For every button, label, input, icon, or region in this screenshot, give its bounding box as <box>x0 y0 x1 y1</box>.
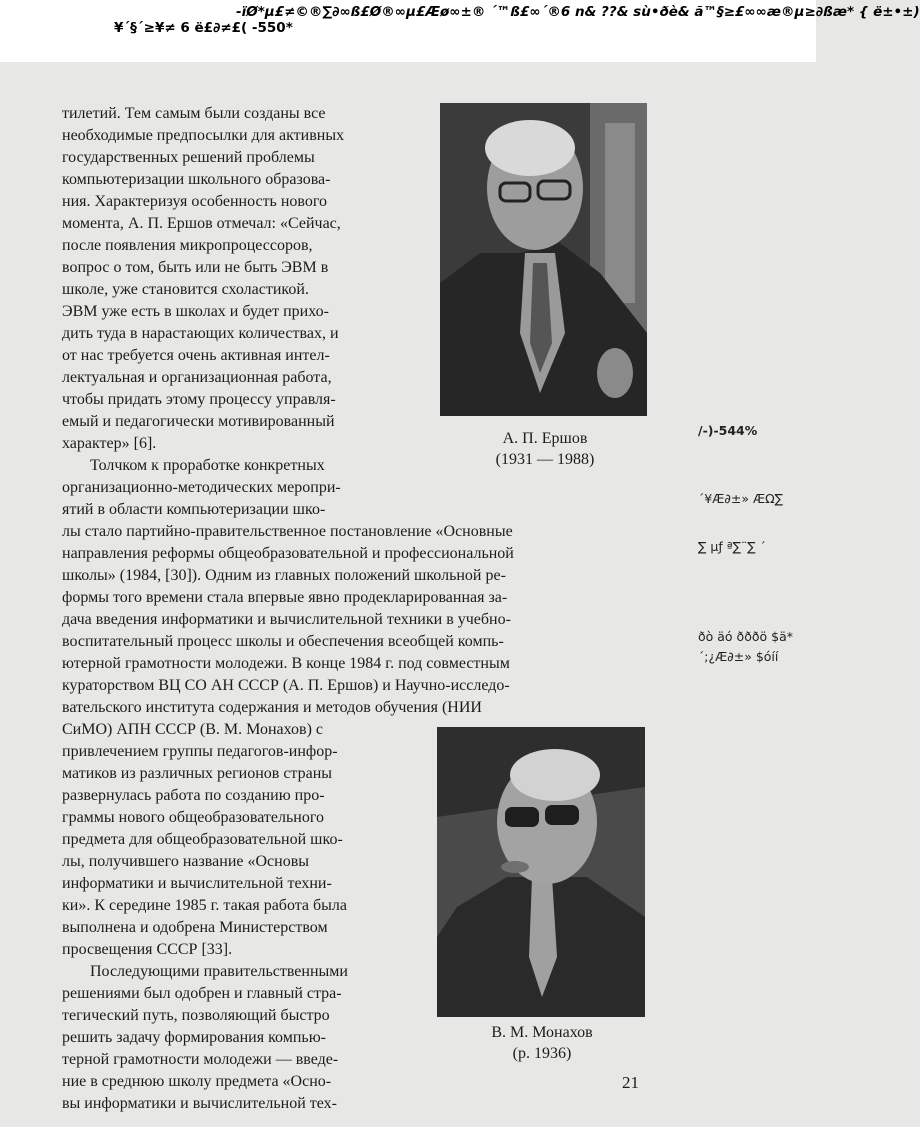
text-line: лектуальная и организационная работа, <box>62 369 332 386</box>
text-line: вопрос о том, быть или не быть ЭВМ в <box>62 259 329 276</box>
text-line: дить туда в нарастающих количествах, и <box>62 325 339 342</box>
text-line: кураторством ВЦ СО АН СССР (А. П. Ершов) и Научно-исследо- <box>62 677 510 694</box>
garbled-header-line-2: ¥´§´≥¥≠ 6 ë£∂≠£( -550* <box>114 20 293 36</box>
text-line: ки». К середине 1985 г. такая работа была <box>62 897 347 914</box>
portrait-illustration <box>440 103 647 416</box>
side-fragment-2: ´¥Æ∂±» ÆΩ∑ <box>698 491 784 506</box>
text-line: Последующими правительственными <box>90 963 348 980</box>
text-line: компьютеризации школьного образова- <box>62 171 331 188</box>
text-line: информатики и вычислительной техни- <box>62 875 332 892</box>
text-line: ние в среднюю школу предмета «Осно- <box>62 1073 332 1090</box>
text-line: тегический путь, позволяющий быстро <box>62 1007 330 1024</box>
text-line: ния. Характеризуя особенность нового <box>62 193 328 210</box>
text-line: предмета для общеобразовательной шко- <box>62 831 343 848</box>
text-line: выполнена и одобрена Министерством <box>62 919 328 936</box>
text-line: чтобы придать этому процессу управля- <box>62 391 336 408</box>
text-line: привлечением группы педагогов-инфор- <box>62 743 338 760</box>
text-line: государственных решений проблемы <box>62 149 315 166</box>
side-fragment-3: ∑ µƒ ª∑¨∑ ´ <box>698 539 766 554</box>
text-line: лы, получившего название «Основы <box>62 853 309 870</box>
text-line: решить задачу формирования компью- <box>62 1029 327 1046</box>
caption-name-1: А. П. Ершов <box>502 430 588 447</box>
text-line: школе, уже становится схоластикой. <box>62 281 309 298</box>
caption-name-2: В. М. Монахов <box>491 1024 593 1041</box>
text-line: от нас требуется очень активная интел- <box>62 347 330 364</box>
portrait-photo-monakhov <box>437 727 645 1017</box>
text-line: СиМО) АПН СССР (В. М. Монахов) с <box>62 721 324 738</box>
text-line: ятий в области компьютеризации шко- <box>62 501 326 518</box>
text-line: граммы нового общеобразовательного <box>62 809 324 826</box>
side-fragment-5: ´;¿Æ∂±» $óíí <box>698 649 779 664</box>
side-fragment-4: ðò äó ðððö $ä* <box>698 629 793 644</box>
text-line: ютерной грамотности молодежи. В конце 1984 г. под совместным <box>62 655 510 672</box>
text-line: после появления микропроцессоров, <box>62 237 313 254</box>
page-number: 21 <box>622 1073 639 1092</box>
side-fragment-1: /-)-544% <box>698 423 758 438</box>
portrait-photo-ershov <box>440 103 647 416</box>
text-line: направления реформы общеобразовательной и профессиональной <box>62 545 514 562</box>
text-line: школы» (1984, [30]). Одним из главных положений школьной ре- <box>62 567 506 584</box>
text-line: организационно-методических меропри- <box>62 479 341 496</box>
text-line: матиков из различных регионов страны <box>62 765 333 782</box>
text-line: формы того времени стала впервые явно продекларированная за- <box>62 589 508 606</box>
text-line: вы информатики и вычислительной тех- <box>62 1095 337 1112</box>
text-line: дача введения информатики и вычислительной техники в учебно- <box>62 611 511 628</box>
text-line: решениями был одобрен и главный стра- <box>62 985 342 1002</box>
text-line: лы стало партийно-правительственное постановление «Основные <box>62 523 513 540</box>
text-line: характер» [6]. <box>62 435 157 452</box>
caption-years-2: (р. 1936) <box>512 1045 572 1062</box>
portrait-illustration <box>437 727 645 1017</box>
text-line: Толчком к проработке конкретных <box>90 457 325 474</box>
text-line: вательского института содержания и методов обучения (НИИ <box>62 699 482 716</box>
text-line: емый и педагогически мотивированный <box>62 413 335 430</box>
text-line: ЭВМ уже есть в школах и будет прихо- <box>62 303 329 320</box>
garbled-header-line-1: -ïØ*µ£≠©®∑∂∞ß£Ø®∞µ£Æø∞±® ´™ß£∞´®6 n& ??& sù•ðè& ã™§≥£∞∞æ®µ≥∂ßæ* { ë±•±) <box>236 4 920 20</box>
text-line: просвещения СССР [33]. <box>62 941 233 958</box>
text-line: момента, А. П. Ершов отмечал: «Сейчас, <box>62 215 341 232</box>
text-line: развернулась работа по созданию про- <box>62 787 325 804</box>
text-line: тилетий. Тем самым были созданы все <box>62 105 326 122</box>
text-line: необходимые предпосылки для активных <box>62 127 345 144</box>
text-line: терной грамотности молодежи — введе- <box>62 1051 339 1068</box>
text-line: воспитательный процесс школы и обеспечения всеобщей компь- <box>62 633 504 650</box>
caption-years-1: (1931 — 1988) <box>495 451 595 468</box>
